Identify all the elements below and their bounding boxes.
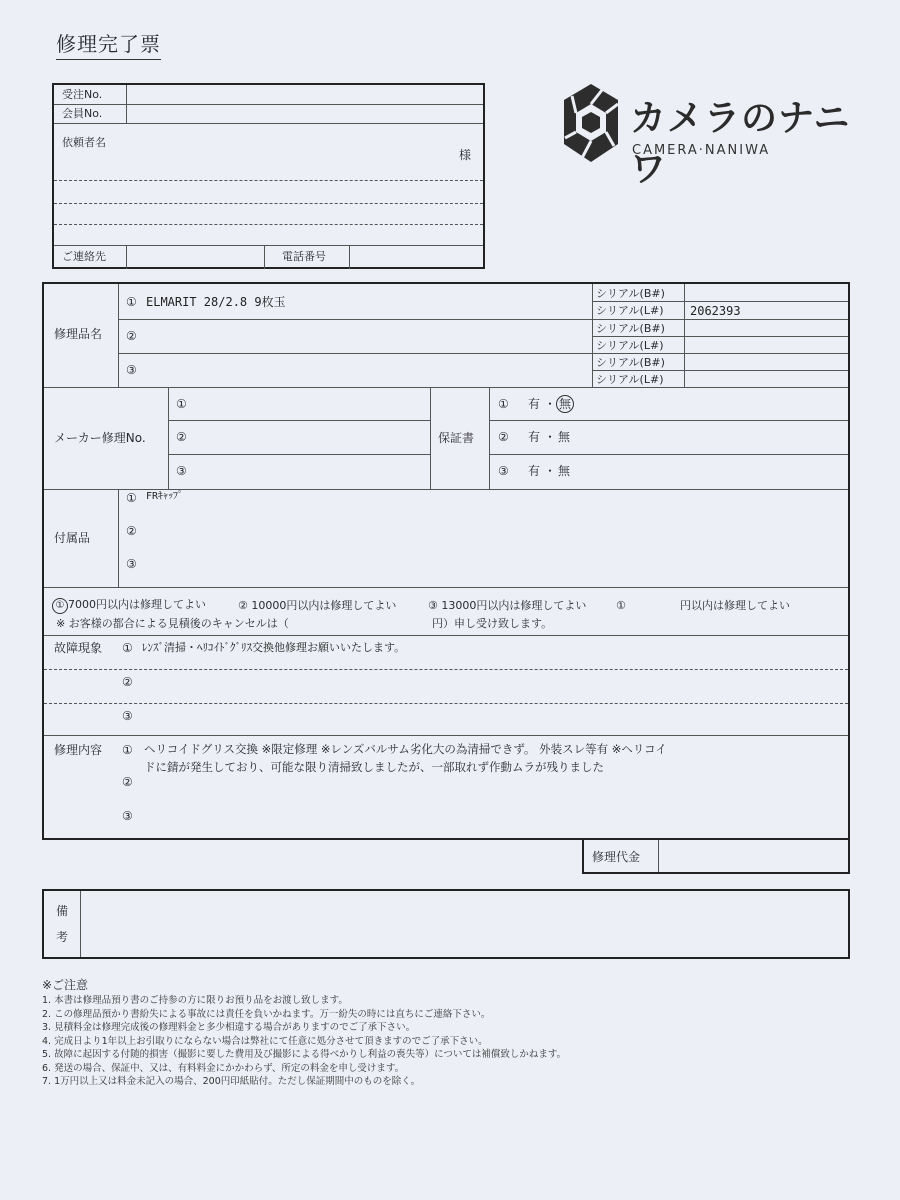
warranty-no-1-circled bbox=[556, 395, 574, 413]
serial-label-6: シリアル(L#) bbox=[596, 373, 664, 386]
repair-content-value-2: ドに錆が発生しており、可能な限り清掃致しましたが、一部取れず作動ムラが残りました bbox=[144, 760, 604, 774]
fault-label: 故障現象 bbox=[54, 641, 103, 655]
warranty-num-2: ② bbox=[498, 430, 509, 444]
cancel-note: ※ お客様の都合による見積後のキャンセルは（ bbox=[56, 617, 289, 630]
warranty-yes-3: 有 bbox=[528, 464, 541, 478]
warranty-yes-1: 有 bbox=[528, 397, 541, 411]
serial-value-2: 2062393 bbox=[690, 304, 741, 318]
warranty-sep-2: ・ bbox=[544, 430, 557, 444]
maker-num-2: ② bbox=[176, 430, 187, 444]
repair-content-label: 修理内容 bbox=[54, 743, 103, 757]
camera-naniwa-logo bbox=[562, 80, 852, 190]
maker-num-3: ③ bbox=[176, 464, 187, 478]
repair-item-num-2: ② bbox=[126, 329, 137, 343]
warranty-no-3: 無 bbox=[558, 464, 571, 478]
warranty-sep-3: ・ bbox=[544, 464, 557, 478]
cancel-note-end: 円）申し受け致します。 bbox=[432, 617, 553, 630]
logo-name: カメラのナニワ bbox=[630, 98, 851, 190]
budget-option-1: ① 7000円以内は修理してよい bbox=[52, 598, 206, 614]
accessory-num-2: ② bbox=[126, 524, 137, 538]
note-4: 4. 完成日より1年以上お引取りにならない場合は弊社にて任意に処分させて頂きますのでご了承下さい。 bbox=[42, 1035, 488, 1047]
serial-label-3: シリアル(B#) bbox=[596, 322, 665, 335]
remarks-label-1: 備 bbox=[56, 904, 69, 918]
honorific-label: 様 bbox=[459, 148, 472, 162]
note-1: 1. 本書は修理品預り書のご持参の方に限りお預り品をお渡し致します。 bbox=[42, 995, 348, 1006]
remarks-box bbox=[42, 889, 850, 959]
accessory-num-3: ③ bbox=[126, 557, 137, 571]
repair-content-num-2: ② bbox=[122, 775, 133, 789]
warranty-num-3: ③ bbox=[498, 464, 509, 478]
repair-item-num-3: ③ bbox=[126, 363, 137, 377]
reception-no-label: 受注No. bbox=[62, 88, 103, 101]
serial-label-2: シリアル(L#) bbox=[596, 304, 664, 317]
repair-content-num-3: ③ bbox=[122, 809, 133, 823]
phone-label: 電話番号 bbox=[282, 250, 326, 263]
fault-num-3: ③ bbox=[122, 709, 133, 723]
warranty-yes-2: 有 bbox=[528, 430, 541, 444]
warranty-sep-1: ・ bbox=[544, 397, 557, 411]
repair-item-label: 修理品名 bbox=[54, 327, 103, 341]
accessory-num-1: ① bbox=[126, 491, 137, 505]
contact-label: ご連絡先 bbox=[62, 250, 106, 263]
warranty-no-2: 無 bbox=[558, 430, 571, 444]
member-no-label: 会員No. bbox=[62, 107, 103, 120]
warranty-no-1: 無 bbox=[559, 397, 572, 411]
budget-option-4-num: ① bbox=[616, 599, 626, 612]
fault-num-1: ① bbox=[122, 641, 133, 655]
serial-label-5: シリアル(B#) bbox=[596, 356, 665, 369]
note-3: 3. 見積料金は修理完成後の修理料金と多少相違する場合がありますのでご了承下さい。 bbox=[42, 1022, 416, 1033]
accessory-value-1: FRｷｬｯﾌﾟ bbox=[146, 491, 184, 502]
note-5: 5. 故障に起因する付随的損害（撮影に要した費用及び撮影による得べかりし利益の喪失等）については補償致しかねます。 bbox=[42, 1049, 567, 1060]
remarks-label-2: 考 bbox=[56, 930, 69, 944]
requester-label: 依頼者名 bbox=[62, 136, 106, 149]
budget-num-1: ① bbox=[52, 598, 68, 614]
budget-option-3: ③ 13000円以内は修理してよい bbox=[428, 599, 587, 612]
repair-content-num-1: ① bbox=[122, 743, 133, 757]
notes-heading: ※ご注意 bbox=[42, 978, 89, 992]
note-2: 2. この修理品預かり書紛失による事故には責任を負いかねます。万一紛失の時には直ちにご連絡下さい。 bbox=[42, 1008, 491, 1020]
customer-info-box bbox=[52, 83, 485, 269]
maker-repair-label: メーカー修理No. bbox=[54, 431, 146, 445]
warranty-label: 保証書 bbox=[438, 431, 475, 445]
fault-value-1: ﾚﾝｽﾞ清掃・ﾍﾘｺｲﾄﾞｸﾞﾘｽ交換他修理お願いいたします。 bbox=[142, 641, 406, 654]
repair-fee-label: 修理代金 bbox=[592, 850, 641, 864]
serial-label-4: シリアル(L#) bbox=[596, 339, 664, 352]
note-7: 7. 1万円以上又は料金未記入の場合、200円印紙貼付。ただし保証期間中のものを除く。 bbox=[42, 1076, 421, 1087]
repair-fee-box bbox=[582, 838, 850, 874]
notes-list bbox=[42, 994, 862, 1089]
fault-num-2: ② bbox=[122, 675, 133, 689]
note-6: 6. 発送の場合、保証中、又は、有料料金にかかわらず、所定の料金を申し受けます。 bbox=[42, 1062, 405, 1074]
warranty-num-1: ① bbox=[498, 397, 509, 411]
logo-subtitle: CAMERA·NANIWA bbox=[632, 143, 771, 158]
repair-form-box bbox=[42, 282, 850, 840]
repair-content-value-1: ヘリコイドグリス交換 ※限定修理 ※レンズバルサム劣化大の為清掃できず。 外装スレ等有 ※ヘリコイ bbox=[144, 742, 667, 756]
repair-item-value-1: ELMARIT 28/2.8 9枚玉 bbox=[146, 295, 286, 309]
accessories-label: 付属品 bbox=[54, 531, 91, 545]
budget-option-2: ② 10000円以内は修理してよい bbox=[238, 599, 397, 612]
page-title: 修理完了票 bbox=[56, 28, 161, 60]
serial-label-1: シリアル(B#) bbox=[596, 287, 665, 300]
budget-option-4-text: 円以内は修理してよい bbox=[680, 599, 790, 612]
aperture-logo-icon bbox=[562, 82, 620, 164]
repair-item-num-1: ① bbox=[126, 295, 137, 309]
maker-num-1: ① bbox=[176, 397, 187, 411]
